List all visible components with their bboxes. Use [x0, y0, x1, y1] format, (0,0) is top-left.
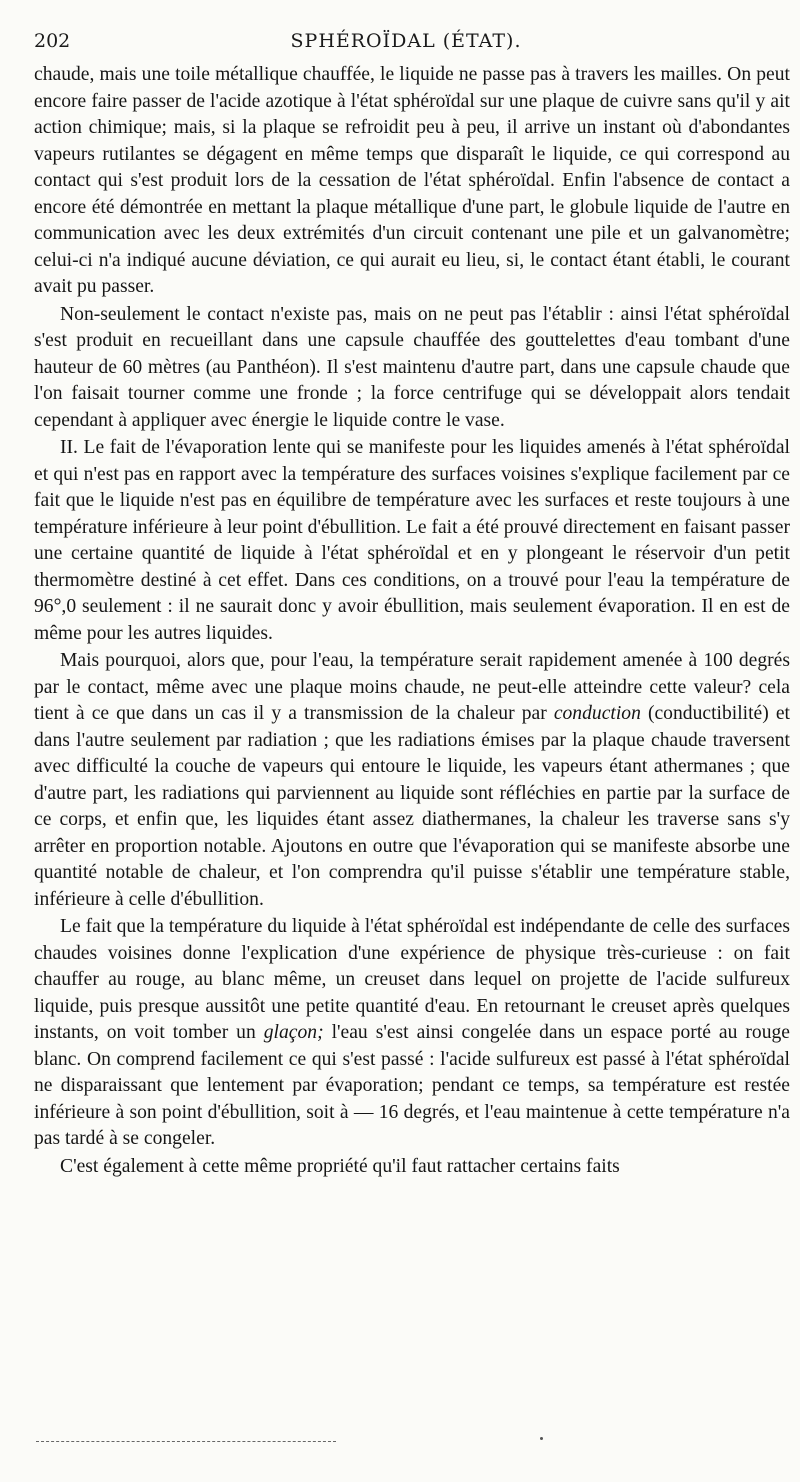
paragraph	[34, 1154, 790, 1181]
paragraph-text: Le fait que la température du liquide à l'état sphéroïdal est indépendante de celle des surfaces chaudes voisines donne l'explication d'une expérience de physique très-curieuse : on fait chauffer au rouge, au blanc même, un creuset dans lequel on projette de l'acide sulfureux liquide, puis presque aussitôt une petite quantité d'eau. En retournant le creuset après quelques instants, on voit tomber un	[34, 916, 790, 1043]
paragraph	[34, 62, 790, 301]
page-number: 202	[34, 30, 71, 52]
paragraph-text: C'est également à cette même propriété qu'il faut rattacher certains faits	[60, 1155, 620, 1177]
body-text	[34, 62, 790, 1181]
paragraph-text: (conductibilité) et dans l'autre seulement par radiation ; que les radiations émises par la plaque chaude traversent avec difficulté la couche de vapeurs qui entoure le liquide, les vapeurs étant athermanes ; que d'autre part, les radiations qui parviennent au liquide sont réfléchies en partie par la surface de ce corps, et enfin que, les liquides étant assez diathermanes, la chaleur les traverse sans s'y arrêter en proportion notable. Ajoutons en outre que l'évaporation qui se manifeste absorbe une quantité notable de chaleur, et l'on comprendra qu'il puisse s'établir une température stable, inférieure à celle d'ébullition.	[34, 703, 790, 910]
running-title: SPHÉROÏDAL (ÉTAT).	[290, 30, 522, 52]
paragraph-text: II. Le fait de l'évaporation lente qui se manifeste pour les liquides amenés à l'état sphéroïdal et qui n'est pas en rapport avec la température des surfaces voisines s'explique facilement par ce fait que le liquide n'est pas en équilibre de température avec les surfaces et reste toujours à une température inférieure à leur point d'ébullition. Le fait a été prouvé directement en faisant passer une certaine quantité de liquide à l'état sphéroïdal et en y plongeant le réservoir d'un petit thermomètre destiné à cet effet. Dans ces conditions, on a trouvé pour l'eau la température de 96°,0 seulement : il ne saurait donc y avoir ébullition, mais seulement évaporation. Il en est de même pour les autres liquides.	[34, 437, 790, 644]
paragraph	[34, 302, 790, 435]
paragraph-text: Mais pourquoi, alors que, pour l'eau, la température serait rapidement amenée à 100 degrés par le contact, même avec une plaque moins chaude, ne peut-elle atteindre cette valeur? cela tient à ce que dans un cas il y a transmission de la chaleur par	[34, 650, 790, 724]
italic-text: glaçon;	[263, 1022, 324, 1043]
footer-mark	[540, 1437, 543, 1440]
paragraph	[34, 435, 790, 647]
paragraph-text: Non-seulement le contact n'existe pas, mais on ne peut pas l'établir : ainsi l'état sphéroïdal s'est produit en recueillant dans une capsule chauffée des gouttelettes d'eau tombant d'une hauteur de 60 mètres (au Panthéon). Il s'est maintenu d'autre part, dans une capsule chaude que l'on faisait tourner comme une fronde ; la force centrifuge qui se développait alors tendait cependant à appliquer avec énergie le liquide contre le vase.	[34, 303, 790, 431]
paragraph	[34, 648, 790, 913]
paragraph-text: chaude, mais une toile métallique chauffée, le liquide ne passe pas à travers les mailles. On peut encore faire passer de l'acide azotique à l'état sphéroïdal sur une plaque de cuivre sans qu'il y ait action chimique; mais, si la plaque se refroidit peu à peu, il arrive un instant où d'abondantes vapeurs rutilantes se dégagent en même temps que disparaît le liquide, ce qui correspond au contact qui s'est produit lors de la cessation de l'état sphéroïdal. Enfin l'absence de contact a encore été démontrée en mettant la plaque métallique d'une part, le globule liquide de l'autre en communication avec les deux extrémités d'un circuit contenant une pile et un galvanomètre; celui-ci n'a indiqué aucune déviation, ce qui aurait eu lieu, si, le contact étant établi, le courant avait pu passer.	[34, 64, 790, 297]
footer-rule	[36, 1441, 336, 1442]
page-header	[34, 30, 778, 56]
paragraph	[34, 914, 790, 1153]
italic-text: conduction	[553, 703, 641, 724]
paragraph-text: l'eau s'est ainsi congelée dans un espace porté au rouge blanc. On comprend facilement ce qui s'est passé : l'acide sulfureux est passé à l'état sphéroïdal ne disparaissant que lentement par évaporation; pendant ce temps, sa température est restée inférieure à son point d'ébullition, soit à — 16 degrés, et l'eau maintenue à cette température n'a pas tardé à se congeler.	[34, 1022, 791, 1149]
